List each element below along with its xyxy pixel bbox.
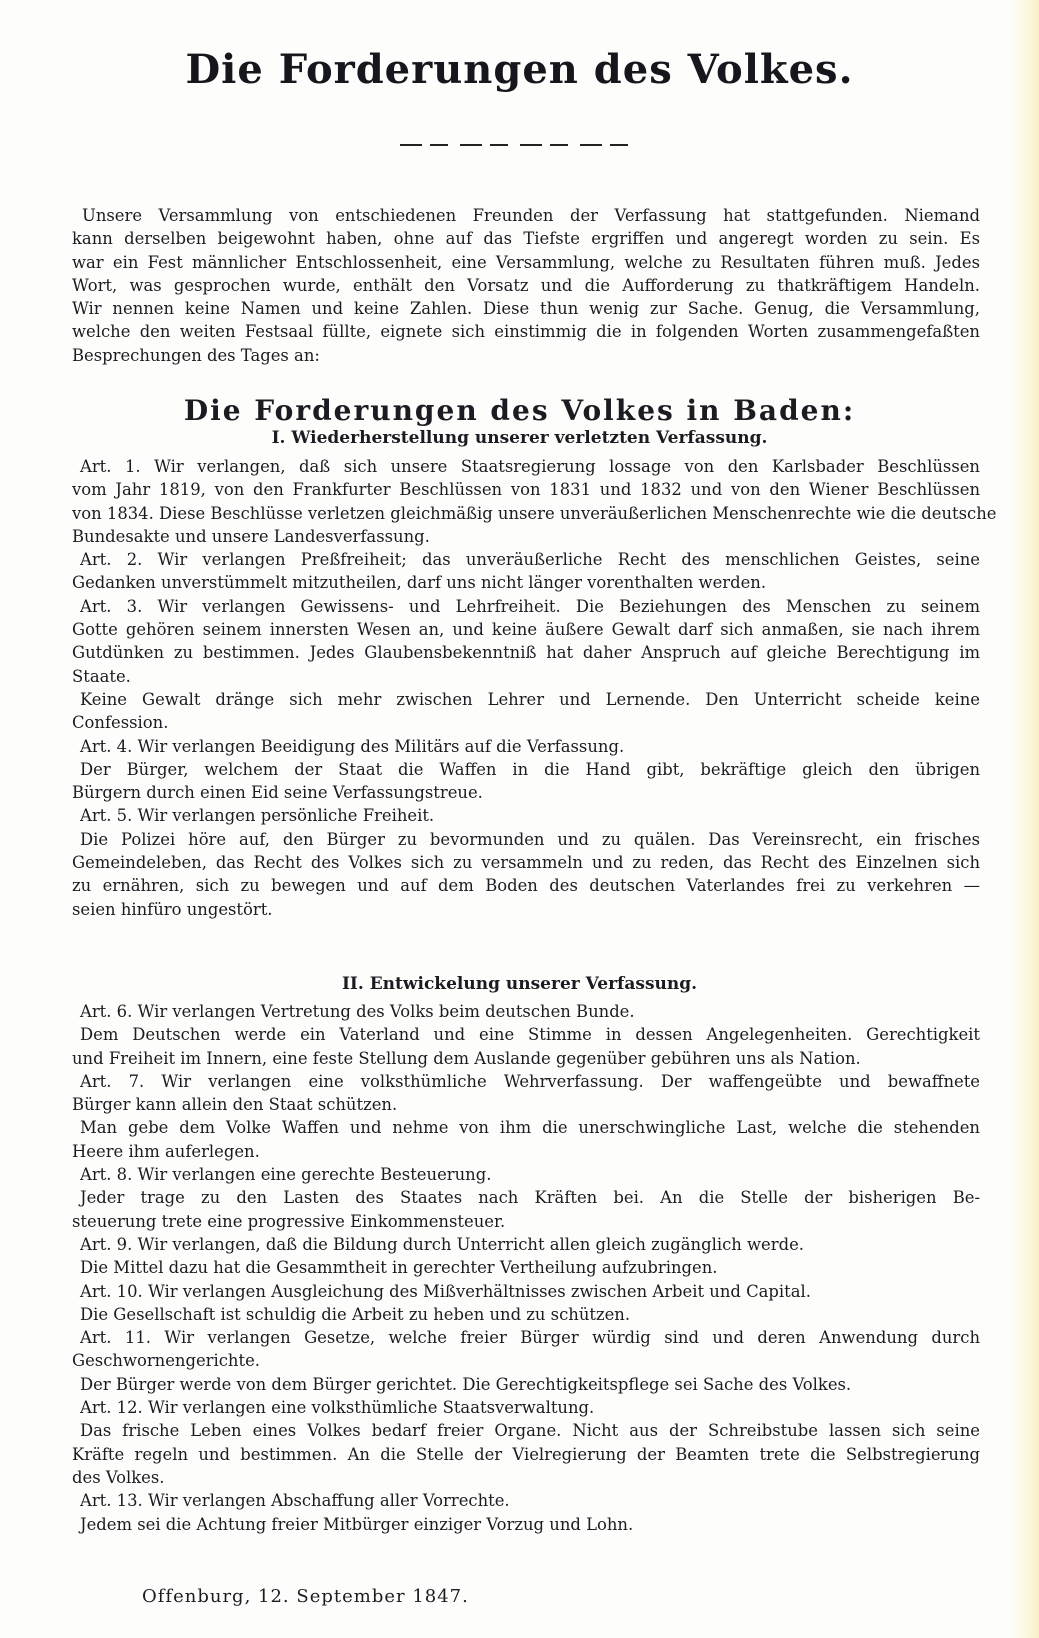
article-line: Jedem sei die Achtung freier Mitbürger einziger Vorzug und Lohn. [80,1514,634,1534]
article-line: Art. 10. Wir verlangen Ausgleichung des Mißverhältnisses zwischen Arbeit und Capital. [80,1281,811,1301]
subtitle: Die Forderungen des Volkes in Baden: [183,394,856,427]
article-line: Art. 9. Wir verlangen, daß die Bildung durch Unterricht allen gleich zugänglich werde. [80,1234,804,1254]
article-line: Kräfte regeln und bestimmen. An die Stelle der Vielregierung der Beamten trete die Selbstregierung [72,1444,980,1464]
article-line: Art. 11. Wir verlangen Gesetze, welche freier Bürger würdig sind und deren Anwendung durch [80,1328,980,1348]
article-line: zu ernähren, sich zu bewegen und auf dem Boden des deutschen Vaterlandes frei zu verkehren — [72,876,980,896]
article-line: von 1834. Diese Beschlüsse verletzen gleichmäßig unsere unveräußerlichen Menschenrechte wie die deutsche [72,503,997,523]
article-line: des Volkes. [72,1467,165,1487]
article-line: Das frische Leben eines Volkes bedarf freier Organe. Nicht aus der Schreibstube lassen sich seine [80,1421,980,1441]
intro-line: welche den weiten Festsaal füllte, eignete sich einstimmig die in folgenden Worten zusammengefaßten [72,322,980,342]
intro-line: Wort, was gesprochen wurde, enthält den Vorsatz und die Aufforderung zu thatkräftigem Handeln. [72,275,980,295]
section-1-heading: I. Wiederherstellung unserer verletzten Verfassung. [271,428,768,448]
article-line: Die Gesellschaft ist schuldig die Arbeit zu heben und zu schützen. [80,1304,631,1324]
article-line: Art. 4. Wir verlangen Beeidigung des Militärs auf die Verfassung. [80,736,625,756]
article-line: Art. 3. Wir verlangen Gewissens- und Lehrfreiheit. Die Beziehungen des Menschen zu seinem [80,596,980,616]
article-line: Art. 13. Wir verlangen Abschaffung aller Vorrechte. [80,1491,510,1511]
article-line: steuerung trete eine progressive Einkommensteuer. [72,1211,506,1231]
article-line: Bürger kann allein den Staat schützen. [72,1095,398,1115]
article-line: Bürgern durch einen Eid seine Verfassungstreue. [72,783,483,803]
section-1-body [72,455,997,921]
section-2-heading: II. Entwickelung unserer Verfassung. [341,974,698,994]
article-line: Die Mittel dazu hat die Gesammtheit in gerechter Vertheilung aufzubringen. [80,1258,718,1278]
article-line: Art. 1. Wir verlangen, daß sich unsere Staatsregierung lossage von den Karlsbader Beschlüssen [80,457,980,476]
intro-paragraph [72,204,980,367]
title-divider [400,144,640,146]
article-line: Man gebe dem Volke Waffen und nehme von ihm die unerschwingliche Last, welche die stehenden [80,1118,980,1138]
article-line: Gemeindeleben, das Recht des Volkes sich zu versammeln und zu reden, das Recht des Einzelnen sich [72,853,980,873]
article-line: Der Bürger werde von dem Bürger gerichtet. Die Gerechtigkeitspflege sei Sache des Volkes. [80,1374,852,1394]
article-line: seien hinfüro ungestört. [72,899,273,919]
article-line: Jeder trage zu den Lasten des Staates nach Kräften bei. An die Stelle der bisherigen Be- [80,1188,980,1208]
article-line: Heere ihm auferlegen. [72,1141,260,1161]
article-line: Der Bürger, welchem der Staat die Waffen in die Hand gibt, bekräftige gleich den übrigen [80,759,980,779]
intro-line: Wir nennen keine Namen und keine Zahlen. Diese thun wenig zur Sache. Genug, die Versammlung, [72,299,980,319]
article-line: Geschwornengerichte. [72,1351,260,1371]
article-line: Die Polizei höre auf, den Bürger zu bevormunden und zu quälen. Das Vereinsrecht, ein frisches [80,829,980,849]
article-line: Art. 7. Wir verlangen eine volksthümliche Wehrverfassung. Der waffengeübte und bewaffnete [80,1071,980,1091]
article-line: Confession. [72,713,169,733]
article-line: Art. 8. Wir verlangen eine gerechte Besteuerung. [80,1165,492,1185]
article-line: vom Jahr 1819, von den Frankfurter Beschlüssen von 1831 und 1832 und von den Wiener Beschlüssen [72,480,980,500]
intro-line: kann derselben beigewohnt haben, ohne auf das Tiefste ergriffen und angeregt worden zu sein. Es [72,229,980,249]
article-line: Gutdünken zu bestimmen. Jedes Glaubensbekenntniß hat daher Anspruch auf gleiche Berechtigung im [72,643,980,663]
article-line: Art. 6. Wir verlangen Vertretung des Volks beim deutschen Bunde. [80,1002,635,1021]
article-line: Dem Deutschen werde ein Vaterland und eine Stimme in dessen Angelegenheiten. Gerechtigkeit [80,1025,980,1045]
document-title: Die Forderungen des Volkes. [185,46,854,93]
article-line: Gotte gehören seinem innersten Wesen an, und keine äußere Gewalt darf sich anmaßen, sie nach ihrem [72,620,980,640]
article-line: Art. 12. Wir verlangen eine volksthümliche Staatsverwaltung. [80,1398,595,1418]
intro-line: Unsere Versammlung von entschiedenen Freunden der Verfassung hat stattgefunden. Niemand [82,206,980,225]
article-line: Art. 2. Wir verlangen Preßfreiheit; das unveräußerliche Recht des menschlichen Geistes, seine [80,550,980,570]
article-line: Keine Gewalt dränge sich mehr zwischen Lehrer und Lernende. Den Unterricht scheide keine [80,689,980,709]
article-line: und Freiheit im Innern, eine feste Stellung dem Auslande gegenüber gebühren uns als Nation. [72,1048,861,1068]
article-line: Gedanken unverstümmelt mitzutheilen, darf uns nicht länger vorenthalten werden. [72,573,767,593]
article-line: Art. 5. Wir verlangen persönliche Freiheit. [80,806,435,826]
place-date-signature: Offenburg, 12. September 1847. [142,1586,469,1607]
article-line: Staate. [72,666,131,686]
intro-line: war ein Fest männlicher Entschlossenheit, eine Versammlung, welche zu Resultaten führen muß. Jedes [72,252,980,272]
section-2-body [72,1000,980,1536]
article-line: Bundesakte und unsere Landesverfassung. [72,526,430,546]
intro-line: Besprechungen des Tages an: [72,345,320,365]
